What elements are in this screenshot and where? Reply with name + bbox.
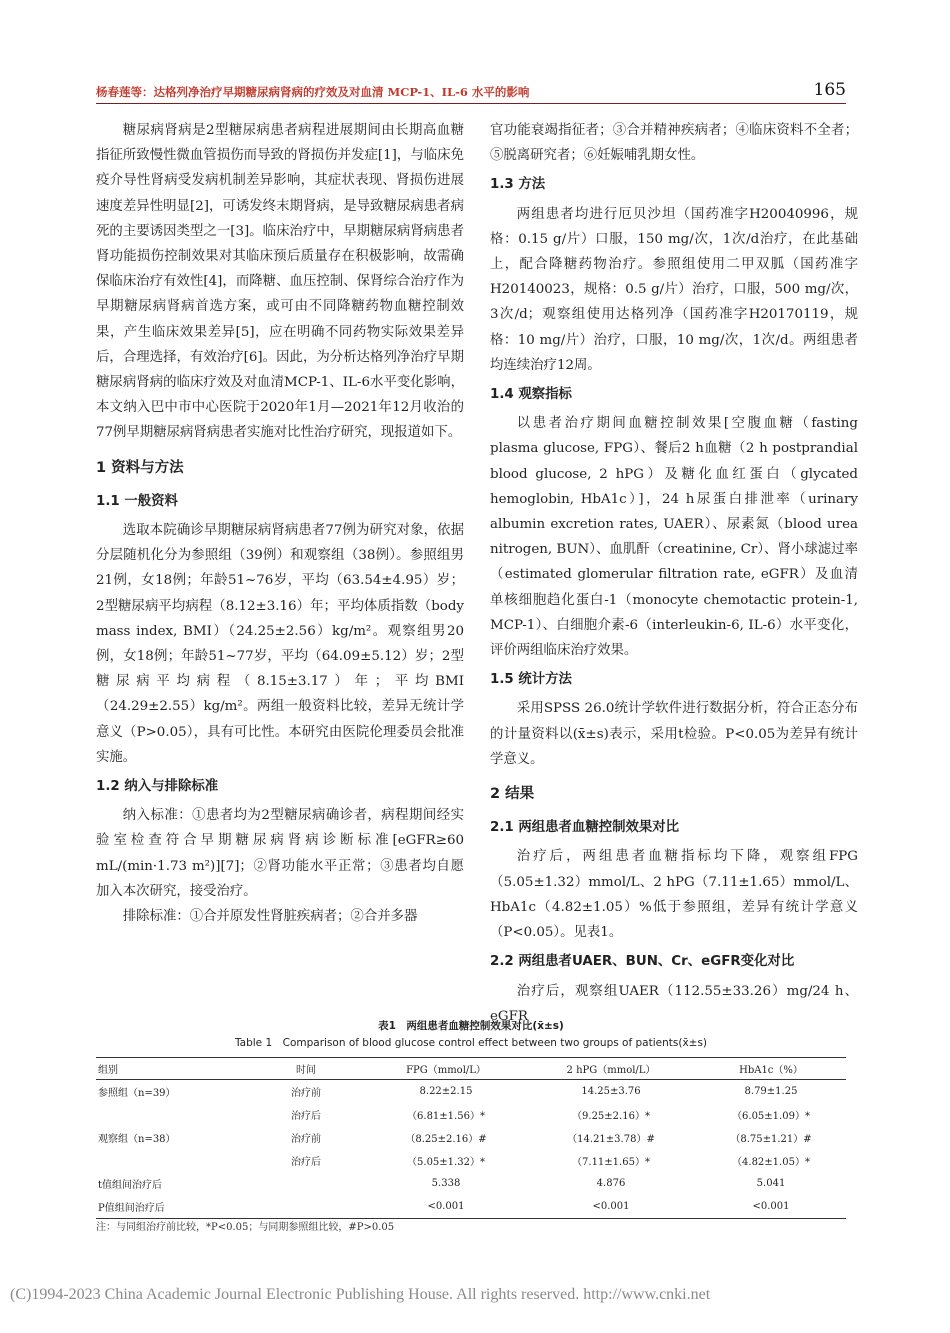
table-cell: （8.25±2.16）#: [405, 1134, 487, 1145]
table-cell: 5.338: [431, 1178, 461, 1189]
table-cell: <0.001: [696, 1195, 846, 1219]
table-cell: （5.05±1.32）*: [407, 1157, 485, 1168]
table-caption-cn: 表1 两组患者血糖控制效果对比(x̄±s): [378, 1020, 564, 1032]
table-header-row: [96, 1058, 846, 1080]
table-cell: [246, 1172, 366, 1195]
table-header-time: 时间: [246, 1058, 366, 1080]
subsection-title-renal: 2.2 两组患者UAER、BUN、Cr、eGFR变化对比: [490, 954, 795, 970]
table-cell: 4.876: [596, 1178, 626, 1189]
table-header-group: 组别: [96, 1058, 246, 1080]
table-cell: 治疗后: [291, 1111, 321, 1122]
table-cell: [96, 1103, 246, 1126]
table-cell: （9.25±2.16）*: [572, 1111, 650, 1122]
running-title: 杨春莲等：达格列净治疗早期糖尿病肾病的疗效及对血清 MCP-1、IL-6 水平的影响: [96, 85, 530, 99]
subsection-title-glucose: 2.1 两组患者血糖控制效果对比: [490, 820, 680, 836]
table-cell: <0.001: [366, 1195, 526, 1219]
table-cell: 参照组（n=39）: [98, 1088, 176, 1099]
table-cell: 治疗后: [291, 1157, 321, 1168]
table-cell: 观察组（n=38）: [98, 1134, 176, 1145]
table-cell: 8.22±2.15: [419, 1086, 473, 1097]
subsection-title-general: 1.1 一般资料: [96, 493, 178, 509]
table-header-hba1c: HbA1c（%）: [696, 1058, 846, 1080]
renal-results-paragraph: 治疗后，观察组UAER（112.55±33.26）mg/24 h、eGFR: [490, 983, 858, 1024]
table-cell: <0.001: [526, 1195, 696, 1219]
exclusion-criteria-paragraph: 排除标准：①合并原发性肾脏疾病者；②合并多器: [122, 909, 418, 925]
copyright-footer: (C)1994-2023 China Academic Journal Electronic Publishing House. All rights reserved. http://www.cnki.net: [10, 1286, 711, 1303]
table-cell: 14.25±3.76: [581, 1086, 641, 1097]
intro-paragraph: 糖尿病肾病是2型糖尿病患者病程进展期间由长期高血糖指征所致慢性微血管损伤而导致的肾损伤并发症[1]，与临床免疫介导性肾病受发病机制差异影响，其症状表现、肾损伤进展速度差异性明显[2]，可诱发终末期肾病，是导致糖尿病患者病死的主要诱因类型之一[3]。临床治疗中，早期糖尿病肾病患者肾功能损伤控制效果对其临床预后质量存在积极影响，故需确保临床治疗有效性[4]，而降糖、血压控制、保肾综合治疗作为早期糖尿病肾病首选方案，或可由不同降糖药物血糖控制效果，产生临床效果差异[5]，应在明确不同药物实际效果差异后，合理选择，有效治疗[6]。因此，为分析达格列净治疗早期糖尿病肾病的临床疗效及对血清MCP-1、IL-6水平变化影响，本文纳入巴中市中心医院于2020年1月—2021年12月收治的77例早期糖尿病肾病患者实施对比性治疗研究，现报道如下。: [96, 123, 464, 441]
table-caption-en: Table 1 Comparison of blood glucose control effect between two groups of patients(x̄±s): [234, 1037, 708, 1049]
statistics-paragraph: 采用SPSS 26.0统计学软件进行数据分析，符合正态分布的计量资料以(x̄±s)表示，采用t检验。P<0.05为差异有统计学意义。: [490, 701, 858, 767]
general-data-paragraph: 选取本院确诊早期糖尿病肾病患者77例为研究对象，依据分层随机化分为参照组（39例）和观察组（38例）。参照组男21例，女18例；年龄51~76岁，平均（63.54±4.95）岁；2型糖尿病平均病程（8.12±3.16）年；平均体质指数（body mass index, BMI）（24.25±2.56）kg/m²。观察组男20例，女18例；年龄51~77岁，平均（64.09±5.12）岁；2型糖尿病平均病程（8.15±3.17）年；平均BMI（24.29±2.55）kg/m²。两组一般资料比较，差异无统计学意义（P>0.05），具有可比性。本研究由医院伦理委员会批准实施。: [96, 523, 464, 765]
subsection-title-indicators: 1.4 观察指标: [490, 387, 572, 403]
table-row: [96, 1149, 846, 1172]
table-row: [96, 1103, 846, 1126]
glucose-results-paragraph: 治疗后，两组患者血糖指标均下降，观察组FPG（5.05±1.32）mmol/L、2 hPG（7.11±1.65）mmol/L、HbA1c（4.82±1.05）%低于参照组，差异有统计学意义（P<0.05）。见表1。: [490, 849, 858, 941]
subsection-title-method: 1.3 方法: [490, 177, 546, 193]
left-column: [96, 118, 464, 929]
table-cell: 5.041: [756, 1178, 786, 1189]
header-rule: [96, 103, 846, 104]
table-caption: [96, 1018, 846, 1052]
table-row: [96, 1126, 846, 1149]
glucose-control-table: [96, 1057, 846, 1219]
table-cell: （4.82±1.05）*: [732, 1157, 810, 1168]
table-cell: （14.21±3.78）#: [567, 1134, 655, 1145]
table-cell: P值组间治疗后: [96, 1195, 246, 1219]
exclusion-continued-paragraph: 官功能衰竭指征者；③合并精神疾病者；④临床资料不全者；⑤脱离研究者；⑥妊娠哺乳期女性。: [490, 123, 858, 164]
table-cell: （7.11±1.65）*: [572, 1157, 650, 1168]
table-cell: （8.75±1.21）#: [730, 1134, 812, 1145]
subsection-title-criteria: 1.2 纳入与排除标准: [96, 779, 219, 795]
table-cell: 治疗前: [291, 1088, 321, 1099]
indicators-paragraph: 以患者治疗期间血糖控制效果[空腹血糖（fasting plasma glucose, FPG）、餐后2 h血糖（2 h postprandial blood glucose, 2 hPG）及糖化血红蛋白（glycated hemoglobin, HbA1c）]，24 h尿蛋白排泄率（urinary albumin excretion rates, UAER）、尿素氮（blood urea nitrogen, BUN）、血肌酐（creatinine, Cr）、肾小球滤过率（estimated glomerular filtration rate, eGFR）及血清单核细胞趋化蛋白-1（monocyte chemotactic protein-1, MCP-1）、白细胞介素-6（interleukin-6, IL-6）水平变化，评价两组临床治疗效果。: [490, 416, 858, 659]
table-header-fpg: FPG（mmol/L）: [366, 1058, 526, 1080]
method-paragraph: 两组患者均进行厄贝沙坦（国药准字H20040996，规格：0.15 g/片）口服，150 mg/次，1次/d治疗，在此基础上，配合降糖药物治疗。参照组使用二甲双胍（国药准字H20140023，规格：0.5 g/片）治疗，口服，500 mg/次，3次/d；观察组使用达格列净（国药准字H20170119，规格：10 mg/片）治疗，口服，10 mg/次，1次/d。两组患者均连续治疗12周。: [490, 206, 858, 373]
table-cell: （6.81±1.56）*: [407, 1111, 485, 1122]
table-cell: [96, 1149, 246, 1172]
subsection-title-statistics: 1.5 统计方法: [490, 672, 572, 688]
table-cell: 8.79±1.25: [744, 1086, 798, 1097]
right-column: [490, 118, 858, 1029]
table-cell: t值组间治疗后: [98, 1180, 163, 1191]
inclusion-criteria-paragraph: 纳入标准：①患者均为2型糖尿病确诊者，病程期间经实验室检查符合早期糖尿病肾病诊断标准[eGFR≥60 mL/(min·1.73 m²)][7]；②肾功能水平正常；③患者均自愿加入本次研究，接受治疗。: [96, 808, 464, 899]
table-cell: （6.05±1.09）*: [732, 1111, 810, 1122]
page-number: 165: [813, 80, 846, 100]
table-cell: 治疗前: [291, 1134, 321, 1145]
table-row: [96, 1172, 846, 1195]
table-cell: [246, 1195, 366, 1219]
section-title-results: 2 结果: [490, 786, 535, 803]
table-note: 注：与同组治疗前比较，*P<0.05；与同期参照组比较，#P>0.05: [96, 1222, 395, 1233]
table-header-2hpg: 2 hPG（mmol/L）: [526, 1058, 696, 1080]
table-row: [96, 1195, 846, 1219]
table-row: [96, 1080, 846, 1104]
section-title-methods: 1 资料与方法: [96, 459, 184, 476]
